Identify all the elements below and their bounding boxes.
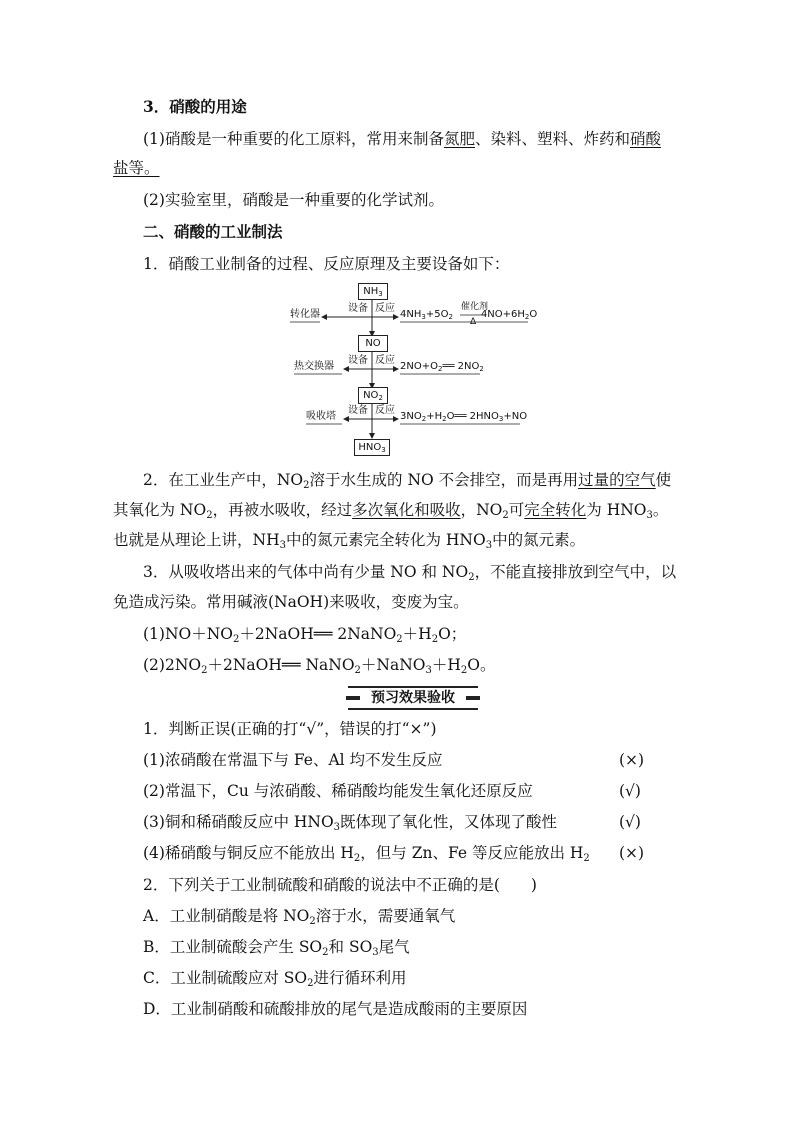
quiz1-statement-4: (4)稀硝酸与铜反应不能放出 $H_2$，但与 Zn、Fe 等反应能放出 $H_2$ — [143, 844, 590, 864]
tag-equipment-2: 设备 — [348, 355, 368, 366]
quiz1-answer-3: (√) — [619, 813, 641, 831]
section3-para2: (2)实验室里，硝酸是一种重要的化学试剂。 — [143, 191, 444, 209]
item2-line2: 其氧化为 $NO_2$，再被水吸收，经过多次氧化和吸收，$NO_2$可完全转化为 $HNO_3$。 — [113, 501, 669, 521]
tag-reaction-2: 反应 — [375, 355, 395, 366]
quiz1-title: 1．判断正误(正确的打“√”，错误的打“×”) — [143, 720, 437, 738]
quiz2-option-b: B．工业制硫酸会产生 $SO_2$和 $SO_3$尾气 — [143, 938, 410, 958]
part2-item1: 1．硝酸工业制备的过程、反应原理及主要设备如下： — [143, 255, 510, 273]
node-nh3: $NH_3$ — [358, 283, 388, 300]
equipment-heat-exchanger: 热交换器 — [294, 361, 334, 372]
quiz1-answer-2: (√) — [619, 782, 641, 800]
quiz1-statement-3: (3)铜和稀硝酸反应中 $HNO_3$既体现了氧化性，又体现了酸性 — [143, 813, 558, 833]
quiz1-answer-4: (×) — [619, 844, 645, 862]
section3-heading: 3．硝酸的用途 — [143, 97, 247, 116]
section3-para1-line1: (1)硝酸是一种重要的化工原料，常用来制备氮肥、染料、塑料、炸药和硝酸 — [143, 130, 662, 148]
item3-line2: 免造成污染。常用碱液(NaOH)来吸收，变废为宝。 — [113, 593, 469, 611]
item2-line1: 2．在工业生产中，$NO_2$溶于水生成的 NO 不会排空，而是再用过量的空气使 — [143, 471, 672, 491]
section-banner — [348, 686, 478, 710]
tag-reaction-3: 反应 — [375, 405, 395, 416]
quiz1-statement-2: (2)常温下，Cu 与浓硝酸、稀硝酸均能发生氧化还原反应 — [143, 782, 533, 800]
equation-3: $3NO_2+H_2O══$ $2HNO_3+NO$ — [400, 411, 528, 423]
banner-right-bar — [466, 696, 480, 700]
quiz2-title: 2．下列关于工业制硫酸和硝酸的说法中不正确的是( ) — [143, 876, 537, 894]
node-no: NO — [358, 335, 388, 352]
section3-para1-line2: 盐等。 — [113, 159, 160, 177]
tag-equipment-1: 设备 — [348, 303, 368, 314]
quiz2-option-d: D．工业制硝酸和硫酸排放的尾气是造成酸雨的主要原因 — [143, 1000, 528, 1018]
item2-line3: 也就是从理论上讲，$NH_3$中的氮元素完全转化为 $HNO_3$中的氮元素。 — [113, 531, 586, 551]
equation-2: $2NO+O_2══$ $2NO_2$ — [400, 361, 484, 373]
catalyst-label: 催化剂 — [461, 302, 489, 312]
banner-title: 预习效果验收 — [371, 690, 455, 706]
item3-line1: 3．从吸收塔出来的气体中尚有少量 NO 和 $NO_2$，不能直接排放到空气中，以 — [143, 563, 677, 583]
quiz2-option-a: A．工业制硝酸是将 $NO_2$溶于水，需要通氧气 — [143, 907, 456, 927]
process-flow-diagram — [290, 280, 540, 460]
tag-reaction-1: 反应 — [375, 303, 395, 314]
quiz2-option-c: C．工业制硫酸应对 $SO_2$进行循环利用 — [143, 969, 407, 989]
quiz1-answer-1: (×) — [619, 751, 645, 769]
part2-heading: 二、硝酸的工业制法 — [143, 222, 283, 241]
node-hno3: $HNO_3$ — [354, 439, 390, 456]
node-no2: $NO_2$ — [358, 387, 388, 404]
equation-1: $4NH_3+5O_2$ $4NO+6H_2O$ — [400, 309, 538, 321]
quiz1-statement-1: (1)浓硝酸在常温下与 Fe、Al 均不发生反应 — [143, 751, 443, 769]
reaction-2: $(2)2NO_2+2NaOH══$ $NaNO_2+NaNO_3+H_2O$。 — [143, 656, 496, 676]
tag-equipment-3: 设备 — [348, 405, 368, 416]
heat-symbol: Δ — [470, 317, 477, 327]
reaction-1: $(1)NO+NO_2+2NaOH══$ $2NaNO_2+H_2O$； — [143, 625, 467, 645]
equipment-converter: 转化器 — [290, 309, 320, 320]
equipment-absorption-tower: 吸收塔 — [306, 411, 336, 422]
